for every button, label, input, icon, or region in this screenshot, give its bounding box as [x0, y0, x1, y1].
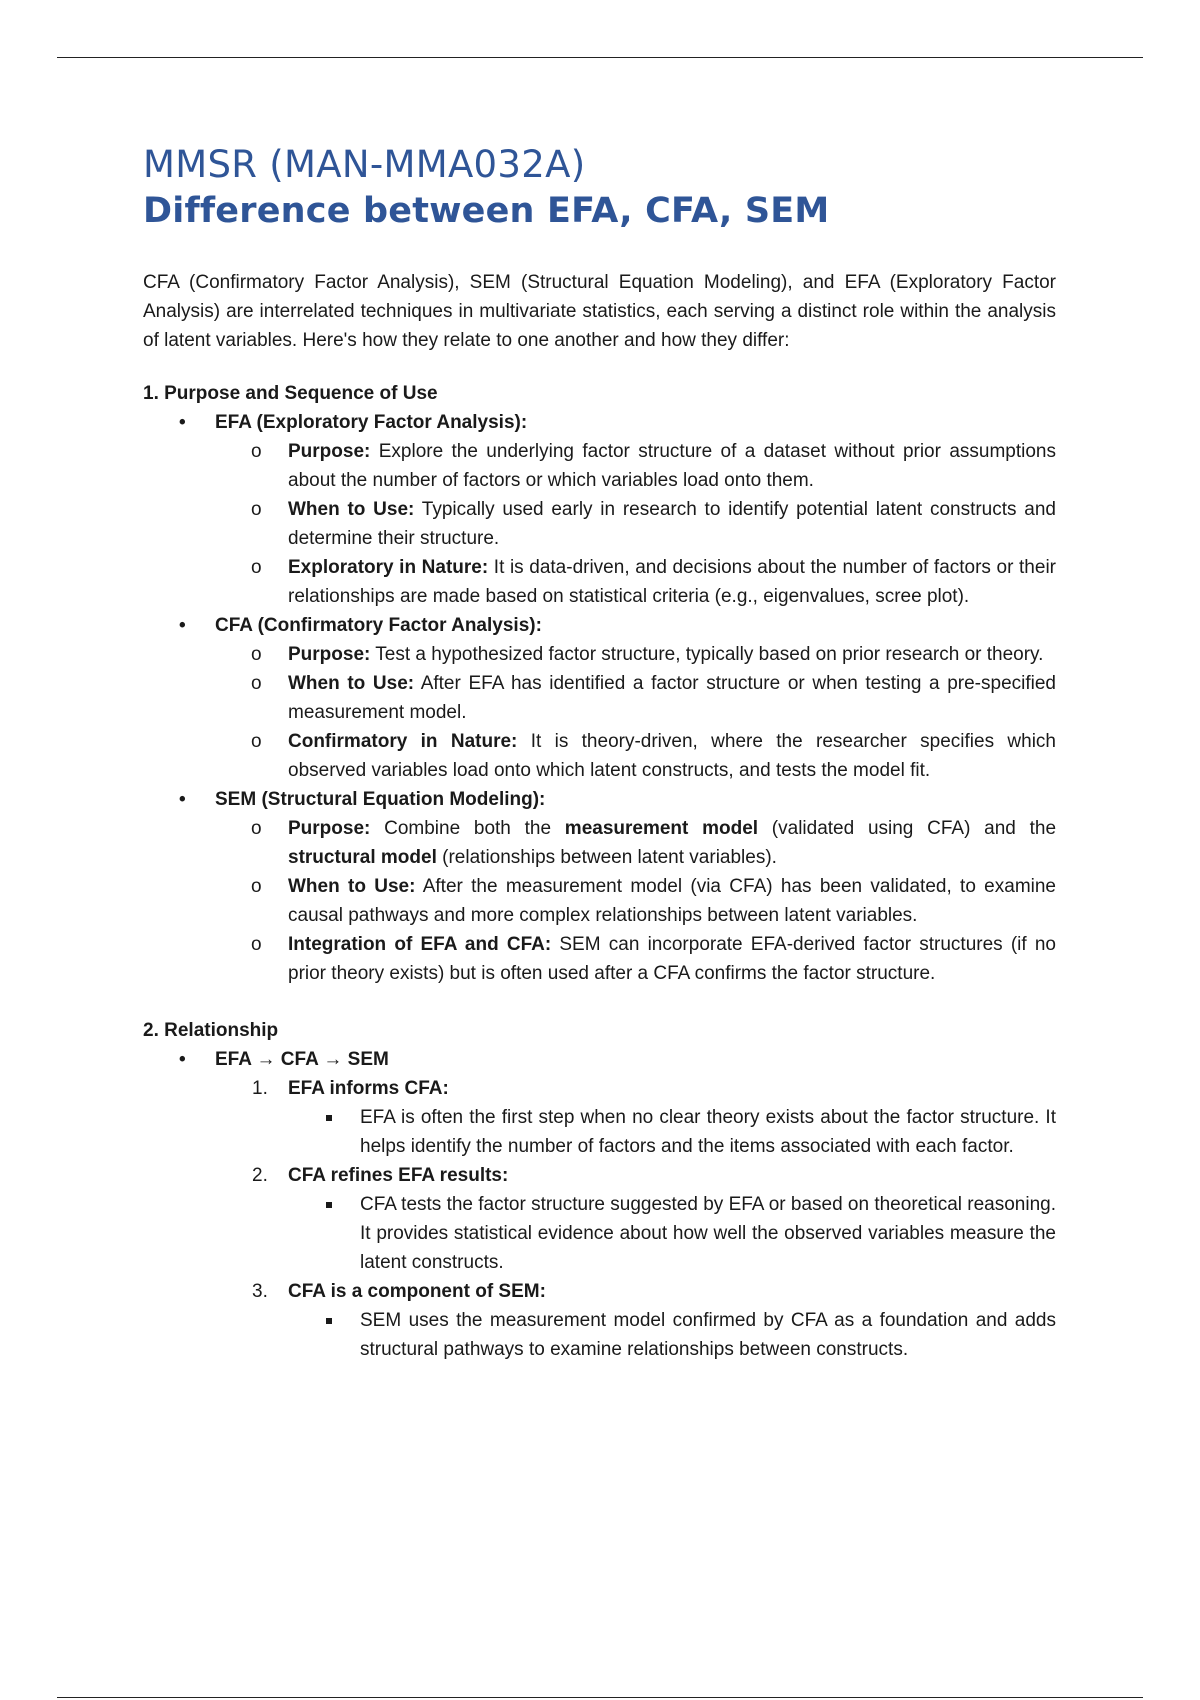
circle-bullet-icon: o [251, 557, 262, 578]
efa-label: EFA (Exploratory Factor Analysis): [215, 412, 528, 433]
numbered-item-1-detail: EFA is often the first step when no clear theory exists about the factor structure. It helps identify the number of factors and the items associated with each factor. [143, 1103, 1056, 1161]
intro-paragraph: CFA (Confirmatory Factor Analysis), SEM (Structural Equation Modeling), and EFA (Exploratory Factor Analysis) are interrelated techniques in multivariate statistics, each serving a distinct role within the analysis of latent variables. Here's how they relate to one another and how they differ: [143, 272, 1056, 351]
list-item-chain [143, 1045, 1056, 1074]
list-item-efa [143, 408, 1056, 437]
numbered-item-3-detail: SEM uses the measurement model confirmed by CFA as a foundation and adds structural pathways to examine relationships between constructs. [143, 1306, 1056, 1364]
chain-label: EFA → CFA → SEM [215, 1049, 389, 1070]
numbered-item-3: 3. CFA is a component of SEM: [143, 1277, 1056, 1306]
bullet-icon: • [179, 412, 186, 433]
section-heading-relationship: 2. Relationship [143, 1020, 279, 1041]
cfa-label: CFA (Confirmatory Factor Analysis): [215, 615, 542, 636]
document-body [143, 142, 1056, 1364]
bullet-icon: • [179, 789, 186, 810]
sem-integration: o Integration of EFA and CFA: SEM can incorporate EFA-derived factor structures (if no prior theory exists) but is often used after a CFA confirms the factor structure. [143, 930, 1056, 988]
circle-bullet-icon: o [251, 673, 262, 694]
cfa-nature: o Confirmatory in Nature: It is theory-driven, where the researcher specifies which observed variables load onto which latent constructs, and tests the model fit. [143, 727, 1056, 785]
numbered-item-2-detail: CFA tests the factor structure suggested by EFA or based on theoretical reasoning. It provides statistical evidence about how well the observed variables measure the latent constructs. [143, 1190, 1056, 1277]
course-title: MMSR (MAN-MMA032A) [143, 143, 586, 186]
efa-purpose: o Purpose: Explore the underlying factor structure of a dataset without prior assumptions about the number of factors or which variables load onto them. [143, 437, 1056, 495]
circle-bullet-icon: o [251, 731, 262, 752]
sem-when: o When to Use: After the measurement model (via CFA) has been validated, to examine causal pathways and more complex relationships between latent variables. [143, 872, 1056, 930]
item-number: 3. [252, 1281, 268, 1302]
item-number: 2. [252, 1165, 268, 1186]
circle-bullet-icon: o [251, 441, 262, 462]
sem-purpose: o Purpose: Combine both the measurement model (validated using CFA) and the structural model (relationships between latent variables). [143, 814, 1056, 872]
section-heading-purpose: 1. Purpose and Sequence of Use [143, 383, 438, 404]
sem-label: SEM (Structural Equation Modeling): [215, 789, 546, 810]
circle-bullet-icon: o [251, 876, 262, 897]
item-number: 1. [252, 1078, 268, 1099]
cfa-purpose: o Purpose: Test a hypothesized factor structure, typically based on prior research or theory. [143, 640, 1056, 669]
numbered-item-2: 2. CFA refines EFA results: [143, 1161, 1056, 1190]
circle-bullet-icon: o [251, 818, 262, 839]
efa-when: o When to Use: Typically used early in research to identify potential latent constructs and determine their structure. [143, 495, 1056, 553]
bullet-icon: • [179, 615, 186, 636]
square-bullet-icon [326, 1318, 332, 1324]
circle-bullet-icon: o [251, 499, 262, 520]
list-item-sem [143, 785, 1056, 814]
header-rule [57, 57, 1143, 58]
bullet-icon: • [179, 1049, 186, 1070]
footer-rule [57, 1697, 1143, 1698]
square-bullet-icon [326, 1115, 332, 1121]
efa-nature: o Exploratory in Nature: It is data-driven, and decisions about the number of factors or their relationships are made based on statistical criteria (e.g., eigenvalues, scree plot). [143, 553, 1056, 611]
circle-bullet-icon: o [251, 934, 262, 955]
cfa-when: o When to Use: After EFA has identified a factor structure or when testing a pre-specified measurement model. [143, 669, 1056, 727]
square-bullet-icon [326, 1202, 332, 1208]
list-item-cfa [143, 611, 1056, 640]
circle-bullet-icon: o [251, 644, 262, 665]
numbered-item-1: 1. EFA informs CFA: [143, 1074, 1056, 1103]
page-title: Difference between EFA, CFA, SEM [143, 191, 830, 231]
